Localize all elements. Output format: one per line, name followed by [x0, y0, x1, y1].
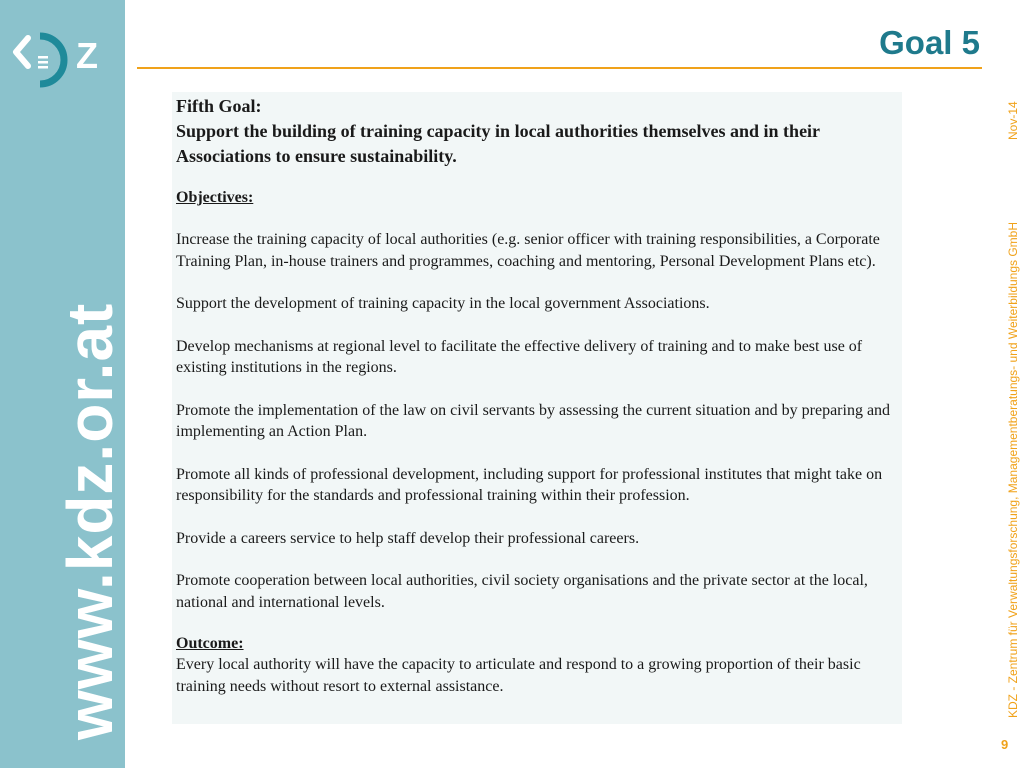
objective-item: Promote all kinds of professional development, including support for professional institutes that might take on responsibility for the standards and professional training within their profession.	[176, 465, 883, 504]
page-number: 9	[1001, 737, 1009, 752]
goal-statement: Support the building of training capacity in local authorities themselves and in their Associations to ensure sustainability.	[176, 121, 820, 166]
outcome-heading: Outcome:	[176, 635, 244, 652]
sidebar	[0, 0, 125, 768]
goal-text-box	[172, 92, 902, 724]
footer-date: Nov-14	[1006, 101, 1020, 140]
objective-item: Develop mechanisms at regional level to facilitate the effective delivery of training and to make best use of existing institutions in the regions.	[176, 337, 863, 376]
objective-item: Provide a careers service to help staff develop their professional careers.	[176, 529, 640, 547]
objective-item: Promote the implementation of the law on civil servants by assessing the current situation and by preparing and implementing an Action Plan.	[176, 401, 891, 440]
website-url[interactable]: www.kdz.or.at	[54, 302, 126, 740]
kdz-logo-icon	[10, 30, 105, 100]
objectives-heading: Objectives:	[176, 189, 254, 206]
outcome-text: Every local authority will have the capacity to articulate and respond to a growing proportion of their basic training needs without resort to external assistance.	[176, 656, 861, 695]
objective-item: Increase the training capacity of local authorities (e.g. senior officer with training responsibilities, a Corporate Training Plan, in-house trainers and programmes, coaching and mentoring, Personal Development Plans etc).	[176, 231, 880, 270]
logo-letter: Z	[76, 35, 98, 76]
title-divider	[137, 67, 982, 69]
objective-item: Support the development of training capacity in the local government Associations.	[176, 295, 710, 312]
page-title: Goal 5	[879, 24, 980, 61]
footer-organization: KDZ - Zentrum für Verwaltungsforschung, Managementberatungs- und Weiterbildungs GmbH	[1006, 221, 1020, 718]
goal-label: Fifth Goal:	[176, 96, 262, 116]
objective-item: Promote cooperation between local authorities, civil society organisations and the private sector at the local, national and international levels.	[176, 572, 868, 611]
